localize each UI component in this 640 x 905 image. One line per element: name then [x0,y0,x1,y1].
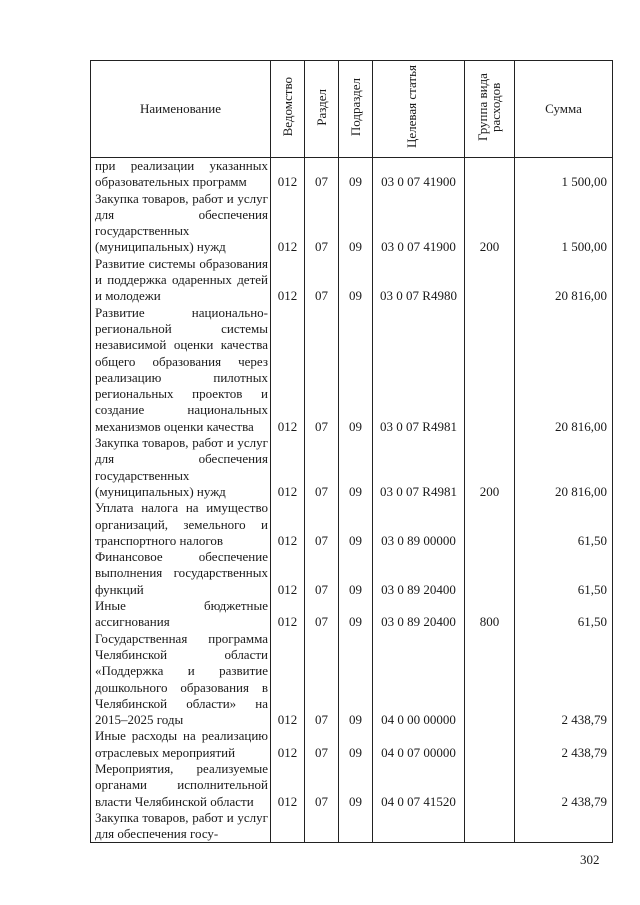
table-body [91,158,613,843]
cell-subsection: 09 [339,500,373,549]
cell-dept: 012 [271,305,305,435]
cell-subsection: 09 [339,435,373,500]
cell-target: 03 0 07 R4980 [373,256,465,305]
table-row [91,500,613,549]
cell-subsection [339,810,373,843]
header-expense-group [465,61,515,158]
cell-section: 07 [305,728,339,761]
cell-name: Иные расходы на реализацию отраслевых мероприятий [91,728,271,761]
cell-name: Государственная программа Челябинской области «Поддержка и развитие дошкольного образования в Челябинской области» на 2015–2025 годы [91,631,271,729]
table-row [91,631,613,729]
cell-name: Финансовое обеспечение выполнения государственных функций [91,549,271,598]
cell-name: Иные бюджетные ассигнования [91,598,271,631]
cell-subsection: 09 [339,158,373,191]
cell-section: 07 [305,549,339,598]
header-target [373,61,465,158]
budget-table [90,60,613,843]
cell-dept: 012 [271,549,305,598]
cell-name: Развитие национально-региональной системы независимой оценки качества общего образования через реализацию пилотных региональных проектов и создание национальных механизмов оценки качества [91,305,271,435]
cell-section: 07 [305,631,339,729]
cell-dept: 012 [271,191,305,256]
header-target-label: Целевая статья [403,65,419,149]
cell-dept: 012 [271,598,305,631]
cell-dept: 012 [271,761,305,810]
cell-sum: 61,50 [515,549,613,598]
cell-dept: 012 [271,500,305,549]
table-row [91,549,613,598]
table-row [91,158,613,191]
cell-target [373,810,465,843]
cell-section: 07 [305,158,339,191]
cell-group [465,728,515,761]
table-row [91,435,613,500]
header-section [305,61,339,158]
cell-sum: 1 500,00 [515,191,613,256]
header-section-label: Раздел [314,88,329,126]
table-row [91,191,613,256]
cell-subsection: 09 [339,631,373,729]
cell-target: 03 0 07 41900 [373,191,465,256]
cell-group [465,256,515,305]
header-dept [271,61,305,158]
cell-group [465,761,515,810]
cell-name: Закупка товаров, работ и услуг для обеспечения государственных (муниципальных) нужд [91,191,271,256]
cell-sum: 20 816,00 [515,435,613,500]
cell-group [465,810,515,843]
cell-dept: 012 [271,435,305,500]
cell-group [465,631,515,729]
cell-dept: 012 [271,256,305,305]
cell-sum: 61,50 [515,598,613,631]
cell-target: 04 0 07 00000 [373,728,465,761]
cell-subsection: 09 [339,549,373,598]
cell-target: 03 0 07 41900 [373,158,465,191]
cell-dept: 012 [271,631,305,729]
cell-sum: 2 438,79 [515,761,613,810]
header-subsection-label: Подраздел [348,77,363,137]
cell-section: 07 [305,305,339,435]
header-subsection [339,61,373,158]
cell-section [305,810,339,843]
cell-sum: 20 816,00 [515,305,613,435]
table-row [91,256,613,305]
cell-sum: 2 438,79 [515,631,613,729]
header-expense-group-label: Группа вида расходов [474,73,503,141]
cell-target: 03 0 89 00000 [373,500,465,549]
cell-subsection: 09 [339,305,373,435]
cell-section: 07 [305,191,339,256]
table-row [91,598,613,631]
cell-subsection: 09 [339,728,373,761]
cell-sum [515,810,613,843]
table-row [91,305,613,435]
cell-section: 07 [305,500,339,549]
cell-dept: 012 [271,728,305,761]
cell-target: 04 0 00 00000 [373,631,465,729]
cell-sum: 2 438,79 [515,728,613,761]
cell-section: 07 [305,598,339,631]
cell-group: 800 [465,598,515,631]
cell-sum: 1 500,00 [515,158,613,191]
header-name: Наименование [91,61,271,158]
table-row [91,761,613,810]
cell-section: 07 [305,435,339,500]
cell-subsection: 09 [339,598,373,631]
cell-group [465,549,515,598]
cell-group [465,158,515,191]
cell-subsection: 09 [339,761,373,810]
cell-target: 04 0 07 41520 [373,761,465,810]
cell-name: Мероприятия, реализуемые органами исполнительной власти Челябинской области [91,761,271,810]
cell-subsection: 09 [339,191,373,256]
cell-dept: 012 [271,158,305,191]
cell-name: Уплата налога на имущество организаций, земельного и транспортного налогов [91,500,271,549]
cell-target: 03 0 07 R4981 [373,305,465,435]
table-row [91,728,613,761]
cell-name: Развитие системы образования и поддержка одаренных детей и молодежи [91,256,271,305]
cell-name: при реализации указанных образовательных программ [91,158,271,191]
cell-group: 200 [465,191,515,256]
header-row [91,61,613,158]
cell-name: Закупка товаров, работ и услуг для обеспечения государственных (муниципальных) нужд [91,435,271,500]
table-row [91,810,613,843]
cell-group [465,305,515,435]
cell-section: 07 [305,256,339,305]
cell-subsection: 09 [339,256,373,305]
cell-dept [271,810,305,843]
cell-section: 07 [305,761,339,810]
header-dept-label: Ведомство [280,77,295,137]
cell-name: Закупка товаров, работ и услуг для обеспечения госу- [91,810,271,843]
cell-target: 03 0 89 20400 [373,549,465,598]
cell-group [465,500,515,549]
cell-sum: 61,50 [515,500,613,549]
header-sum: Сумма [515,61,613,158]
cell-target: 03 0 89 20400 [373,598,465,631]
cell-target: 03 0 07 R4981 [373,435,465,500]
cell-group: 200 [465,435,515,500]
page-number: 302 [580,852,600,867]
cell-sum: 20 816,00 [515,256,613,305]
